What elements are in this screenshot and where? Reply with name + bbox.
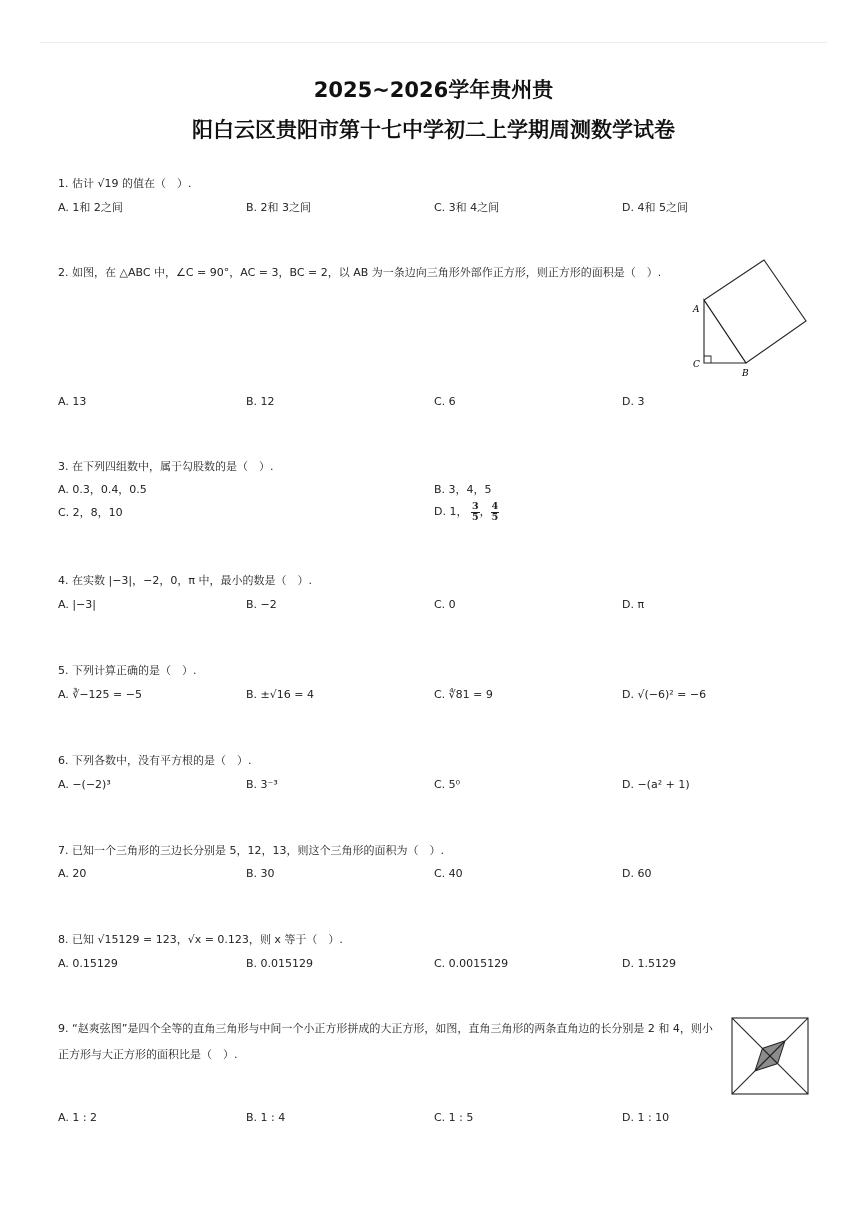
question-3-option-a[interactable]: A. 0.3，0.4，0.5 (58, 483, 147, 496)
question-6-option-d[interactable]: D. −(a² + 1) (622, 778, 690, 791)
fraction-four-fifths: $\frac{4}{5}$ (491, 500, 499, 523)
question-9-option-d[interactable]: D. 1 : 10 (622, 1111, 670, 1124)
question-4-option-d[interactable]: D. π (622, 598, 645, 611)
question-9-option-a[interactable]: A. 1 : 2 (58, 1111, 98, 1124)
page-title-line-1: 2025~2026学年贵州贵 (313, 78, 554, 102)
figure-label-b: B (742, 369, 749, 379)
question-7-option-a[interactable]: A. 20 (58, 867, 87, 880)
question-2-option-d[interactable]: D. 3 (622, 395, 645, 408)
top-divider (40, 42, 827, 43)
question-3-option-d[interactable]: D. 1， $\frac{3}{5}$ ， $\frac{4}{5}$ (434, 500, 499, 523)
question-8-option-c[interactable]: C. 0.0015129 (434, 957, 509, 970)
question-4-stem: 4. 在实数 |−3|，−2，0，π 中，最小的数是（ ）. (58, 574, 312, 587)
fraction-three-fifths: $\frac{3}{5}$ (471, 500, 479, 523)
question-2-stem: 2. 如图，在 △ABC 中，∠C = 90°，AC = 3，BC = 2，以 AB 为一条边向三角形外部作正方形，则正方形的面积是（ ）. (58, 266, 662, 279)
question-1-option-c[interactable]: C. 3和 4之间 (434, 201, 500, 214)
question-1-option-a[interactable]: A. 1和 2之间 (58, 201, 123, 214)
question-2-option-a[interactable]: A. 13 (58, 395, 87, 408)
question-5-option-b[interactable]: B. ±√16 = 4 (246, 688, 314, 701)
question-7-option-c[interactable]: C. 40 (434, 867, 463, 880)
question-3-stem: 3. 在下列四组数中，属于勾股数的是（ ）. (58, 460, 274, 473)
page-title-line-2: 阳白云区贵阳市第十七中学初二上学期周测数学试卷 (192, 118, 675, 142)
question-9-figure (731, 1017, 809, 1095)
question-4-option-b[interactable]: B. −2 (246, 598, 277, 611)
question-5-stem: 5. 下列计算正确的是（ ）. (58, 664, 197, 677)
question-9-stem: 9. “赵爽弦图”是四个全等的直角三角形与中间一个小正方形拼成的大正方形，如图，直角三角形的两条直角边的长分别是 2 和 4，则小正方形与大正方形的面积比是（ ）. (58, 1022, 713, 1061)
question-8-option-d[interactable]: D. 1.5129 (622, 957, 676, 970)
question-6-option-b[interactable]: B. 3⁻³ (246, 778, 278, 791)
question-3-option-c[interactable]: C. 2，8，10 (58, 506, 123, 519)
question-6-stem: 6. 下列各数中，没有平方根的是（ ）. (58, 754, 252, 767)
question-5-option-a[interactable]: A. ∛−125 = −5 (58, 688, 142, 701)
question-1-option-b[interactable]: B. 2和 3之间 (246, 201, 312, 214)
question-9-option-b[interactable]: B. 1 : 4 (246, 1111, 286, 1124)
question-4-option-a[interactable]: A. |−3| (58, 598, 96, 611)
question-9-option-c[interactable]: C. 1 : 5 (434, 1111, 474, 1124)
question-6-option-a[interactable]: A. −(−2)³ (58, 778, 111, 791)
question-3-option-b[interactable]: B. 3，4，5 (434, 483, 492, 496)
question-8-stem: 8. 已知 √15129 = 123，√x = 0.123，则 x 等于（ ）. (58, 933, 343, 946)
question-5-option-c[interactable]: C. ∜81 = 9 (434, 688, 493, 701)
question-7-option-b[interactable]: B. 30 (246, 867, 275, 880)
question-2-figure (688, 258, 813, 380)
question-7-stem: 7. 已知一个三角形的三边长分别是 5，12，13，则这个三角形的面积为（ ）. (58, 844, 444, 857)
question-2-option-c[interactable]: C. 6 (434, 395, 456, 408)
figure-label-c: C (693, 360, 700, 370)
question-3-option-d-label: D. 1， (434, 505, 468, 518)
question-5-option-d[interactable]: D. √(−6)² = −6 (622, 688, 707, 701)
question-4-option-c[interactable]: C. 0 (434, 598, 456, 611)
question-1-option-d[interactable]: D. 4和 5之间 (622, 201, 688, 214)
question-7-option-d[interactable]: D. 60 (622, 867, 652, 880)
question-8-option-a[interactable]: A. 0.15129 (58, 957, 118, 970)
question-2-option-b[interactable]: B. 12 (246, 395, 275, 408)
question-8-option-b[interactable]: B. 0.015129 (246, 957, 314, 970)
figure-label-a: A (693, 305, 700, 315)
question-6-option-c[interactable]: C. 5⁰ (434, 778, 461, 791)
question-1-stem: 1. 估计 √19 的值在（ ）. (58, 177, 192, 190)
